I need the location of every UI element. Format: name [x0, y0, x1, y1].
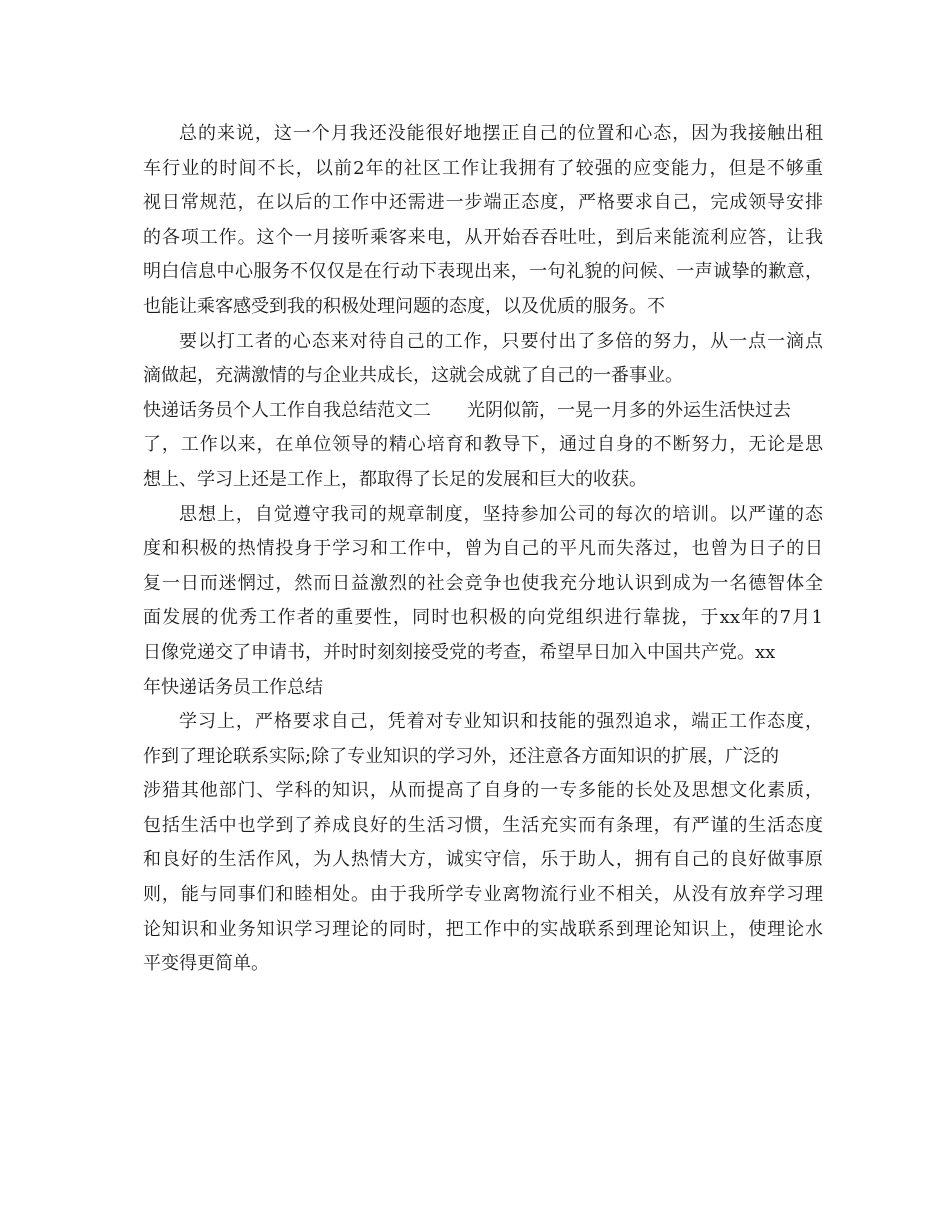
text-line: 涉猎其他部门、学科的知识，从而提高了自身的一专多能的长处及思想文化素质，	[143, 780, 823, 802]
text-line: 学习上，严格要求自己，凭着对专业知识和技能的强烈追求，端正工作态度，	[179, 711, 823, 733]
text-line: 车行业的时间不长，以前2年的社区工作让我拥有了较强的应变能力，但是不够重	[143, 157, 823, 179]
text-line: 面发展的优秀工作者的重要性，同时也积极的向党组织进行靠拢，于xx年的7月1	[143, 607, 823, 629]
section-opening-text: 光阴似箭，一晃一月多的外运生活快过去	[467, 399, 791, 421]
text-line: 和良好的生活作风，为人热情大方，诚实守信，乐于助人，拥有自己的良好做事原	[143, 849, 823, 871]
text-line: 思想上，自觉遵守我司的规章制度，坚持参加公司的每次的培训。以严谨的态	[179, 503, 823, 525]
text-line: 度和积极的热情投身于学习和工作中，曾为自己的平凡而失落过，也曾为日子的日	[143, 538, 823, 560]
text-line: 平变得更简单。	[143, 953, 269, 975]
text-line: 则，能与同事们和睦相处。由于我所学专业离物流行业不相关，从没有放弃学习理	[143, 884, 823, 906]
text-line: 复一日而迷惘过，然而日益激烈的社会竞争也使我充分地认识到成为一名德智体全	[143, 572, 823, 594]
text-line: 视日常规范，在以后的工作中还需进一步端正态度，严格要求自己，完成领导安排	[143, 192, 823, 214]
text-line: 日像党递交了申请书，并时时刻刻接受党的考查，希望早日加入中国共产党。xx	[143, 641, 776, 663]
text-line: 作到了理论联系实际;除了专业知识的学习外，还注意各方面知识的扩展，广泛的	[143, 745, 780, 767]
text-line: 包括生活中也学到了养成良好的生活习惯，生活充实而有条理，有严谨的生活态度	[143, 814, 823, 836]
section-heading: 快递话务员个人工作自我总结范文二	[143, 399, 431, 421]
text-line: 想上、学习上还是工作上，都取得了长足的发展和巨大的收获。	[143, 468, 647, 490]
document-body	[143, 117, 823, 982]
text-line: 年快递话务员工作总结	[143, 676, 323, 698]
text-line: 论知识和业务知识学习理论的同时，把工作中的实战联系到理论知识上，使理论水	[143, 918, 823, 940]
text-line: 明白信息中心服务不仅仅是在行动下表现出来，一句礼貌的问候、一声诚挚的歉意，	[143, 261, 823, 283]
text-line: 的各项工作。这个一月接听乘客来电，从开始吞吞吐吐，到后来能流利应答，让我	[143, 226, 823, 248]
text-line: 了，工作以来，在单位领导的精心培育和教导下，通过自身的不断努力，无论是思	[143, 434, 823, 456]
text-line: 总的来说，这一个月我还没能很好地摆正自己的位置和心态，因为我接触出租	[179, 123, 823, 144]
text-line: 要以打工者的心态来对待自己的工作，只要付出了多倍的努力，从一点一滴点	[179, 330, 823, 352]
text-line: 也能让乘客感受到我的积极处理问题的态度，以及优质的服务。不	[143, 295, 665, 317]
text-line: 滴做起，充满激情的与企业共成长，这就会成就了自己的一番事业。	[143, 365, 683, 387]
section-heading-line	[143, 394, 823, 429]
